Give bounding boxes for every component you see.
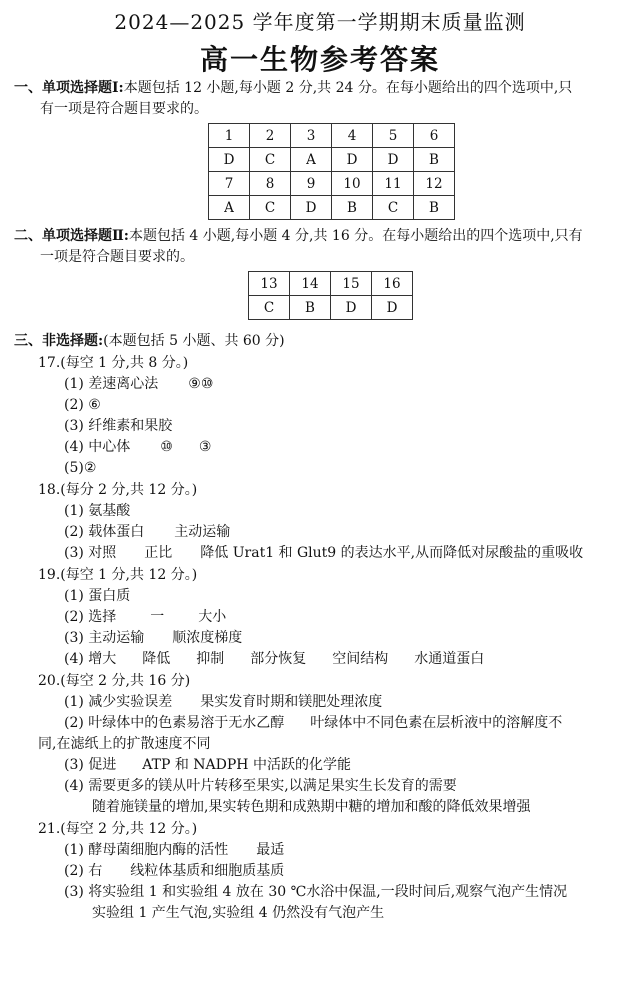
q18-a3c: 降低 Urat1 和 Glut9 的表达水平,从而降低对尿酸盐的重吸收	[200, 545, 584, 561]
section1-table-cell: A	[291, 148, 332, 172]
section1-table-cell: 2	[250, 124, 291, 148]
section1-table-cell: D	[209, 148, 250, 172]
section1-table-cell: B	[414, 196, 455, 220]
section2-table-cell: 16	[372, 272, 413, 296]
section1-table-row	[209, 124, 455, 148]
section1-desc-line1: 本题包括 12 小题,每小题 2 分,共 24 分。在每小题给出的四个选项中,只	[123, 80, 573, 96]
q19-a2: (2) 选择	[64, 609, 117, 625]
q20-answer-3	[64, 755, 351, 776]
section1-table-cell: C	[250, 148, 291, 172]
q21-title: 21.(每空 2 分,共 12 分。)	[38, 821, 198, 837]
q19-answer-2	[64, 607, 226, 628]
q17-answer-1	[64, 374, 213, 395]
q18-a3: (3) 对照	[64, 545, 117, 561]
q20-a3b: ATP 和 NADPH 中活跃的化学能	[142, 757, 351, 773]
q20-a1: (1) 减少实验误差	[64, 694, 173, 710]
section1-table-cell: B	[414, 148, 455, 172]
q19-a4f: 水通道蛋白	[414, 651, 485, 667]
q19-a4d: 部分恢复	[250, 651, 307, 667]
q20-answer-2-cont: 同,在滤纸上的扩散速度不同	[38, 736, 211, 752]
q19-a4e: 空间结构	[332, 651, 389, 667]
q17-answer-5: (5)②	[64, 460, 97, 476]
q19-title: 19.(每空 1 分,共 12 分。)	[38, 567, 198, 583]
section1-table-cell: 4	[332, 124, 373, 148]
section1-table-cell: 12	[414, 172, 455, 196]
section3-heading: 三、非选择题:	[14, 333, 104, 349]
section1-table-row	[209, 196, 455, 220]
exam-title: 2024—2025 学年度第一学期期末质量监测	[114, 10, 526, 34]
q20-a2: (2) 叶绿体中的色素易溶于无水乙醇	[64, 715, 285, 731]
subject-title: 高一生物参考答案	[199, 43, 440, 76]
q17-answer-2: (2) ⑥	[64, 397, 101, 413]
section1-desc-line2: 有一项是符合题目要求的。	[40, 101, 208, 117]
section3-desc	[14, 331, 285, 352]
section2-table-cell: B	[290, 296, 331, 320]
q21-a1: (1) 酵母菌细胞内酶的活性	[64, 842, 229, 858]
q18-answer-1: (1) 氨基酸	[64, 503, 131, 519]
section1-table-cell: 7	[209, 172, 250, 196]
q20-answer-1	[64, 692, 382, 713]
q19-answer-4	[64, 649, 484, 670]
q19-answer-1: (1) 蛋白质	[64, 588, 131, 604]
q21-a2: (2) 右	[64, 863, 103, 879]
q19-a4b: 降低	[142, 651, 171, 667]
q21-answer-3-cont: 实验组 1 产生气泡,实验组 4 仍然没有气泡产生	[92, 905, 385, 921]
q19-a2c: 大小	[198, 609, 227, 625]
section1-table-cell: 5	[373, 124, 414, 148]
section2-table-row	[249, 296, 413, 320]
q17-answer-4	[64, 437, 211, 458]
section2-desc-line1: 本题包括 4 小题,每小题 4 分,共 16 分。在每小题给出的四个选项中,只有	[128, 228, 583, 244]
section2-heading: 二、单项选择题Ⅱ:	[14, 228, 129, 244]
section1-table-cell: D	[291, 196, 332, 220]
section1-table-cell: 6	[414, 124, 455, 148]
section2-desc	[14, 226, 583, 247]
q19-answer-3	[64, 628, 242, 649]
q21-answer-1	[64, 840, 284, 861]
q18-a2: (2) 载体蛋白	[64, 524, 145, 540]
section1-table-cell: D	[332, 148, 373, 172]
q20-answer-4: (4) 需要更多的镁从叶片转移至果实,以满足果实生长发育的需要	[64, 778, 457, 794]
q20-a2b: 叶绿体中不同色素在层析液中的溶解度不	[310, 715, 563, 731]
q18-title: 18.(每分 2 分,共 12 分。)	[38, 482, 198, 498]
q20-a3: (3) 促进	[64, 757, 117, 773]
section1-table-cell: C	[250, 196, 291, 220]
section1-table-cell: 3	[291, 124, 332, 148]
q18-a2b: 主动运输	[174, 524, 231, 540]
q19-a3: (3) 主动运输	[64, 630, 145, 646]
q21-answer-2	[64, 861, 284, 882]
section1-table-cell: 9	[291, 172, 332, 196]
section2-table-cell: C	[249, 296, 290, 320]
section2-table-cell: D	[331, 296, 372, 320]
q17-a4: (4) 中心体	[64, 439, 131, 455]
q20-answer-2	[64, 713, 562, 734]
section3-desc-text: (本题包括 5 小题、共 60 分)	[103, 333, 285, 349]
section1-table-cell: A	[209, 196, 250, 220]
q21-a2b: 线粒体基质和细胞质基质	[130, 863, 285, 879]
q18-answer-2	[64, 522, 230, 543]
section2-table-cell: 14	[290, 272, 331, 296]
section1-table-cell: 8	[250, 172, 291, 196]
q18-answer-3	[64, 543, 583, 564]
q20-answer-4-cont: 随着施镁量的增加,果实转色期和成熟期中糖的增加和酸的降低效果增强	[92, 799, 531, 815]
q19-a3b: 顺浓度梯度	[172, 630, 243, 646]
q17-a4b: ⑩	[160, 439, 173, 455]
q19-a4c: 抑制	[196, 651, 225, 667]
section1-table-row	[209, 148, 455, 172]
section1-table-cell: 1	[209, 124, 250, 148]
section1-desc	[14, 78, 572, 99]
section2-table-cell: 13	[249, 272, 290, 296]
section1-table-cell: C	[373, 196, 414, 220]
section1-table-cell: 10	[332, 172, 373, 196]
q18-a3b: 正比	[144, 545, 173, 561]
q17-answer-3: (3) 纤维素和果胶	[64, 418, 173, 434]
section1-table-cell: D	[373, 148, 414, 172]
q17-title: 17.(每空 1 分,共 8 分。)	[38, 355, 189, 371]
section1-table-cell: 11	[373, 172, 414, 196]
q19-a4: (4) 增大	[64, 651, 117, 667]
q19-a2b: 一	[150, 609, 165, 625]
section1-heading: 一、单项选择题Ⅰ:	[14, 80, 124, 96]
q17-a4c: ③	[198, 439, 212, 455]
section2-desc-line2: 一项是符合题目要求的。	[40, 249, 194, 265]
section2-table-row	[249, 272, 413, 296]
q17-a1b: ⑨⑩	[188, 376, 214, 392]
section2-table-cell: D	[372, 296, 413, 320]
q21-a1b: 最适	[256, 842, 285, 858]
q17-a1: (1) 差速离心法	[64, 376, 159, 392]
q20-a1b: 果实发育时期和镁肥处理浓度	[200, 694, 383, 710]
section1-table-row	[209, 172, 455, 196]
section1-answer-table	[208, 123, 455, 220]
section2-table-cell: 15	[331, 272, 372, 296]
q20-title: 20.(每空 2 分,共 16 分)	[38, 673, 191, 689]
section2-answer-table	[248, 271, 413, 320]
q21-answer-3: (3) 将实验组 1 和实验组 4 放在 30 ℃水浴中保温,一段时间后,观察气泡产生情况	[64, 884, 568, 900]
section1-table-cell: B	[332, 196, 373, 220]
